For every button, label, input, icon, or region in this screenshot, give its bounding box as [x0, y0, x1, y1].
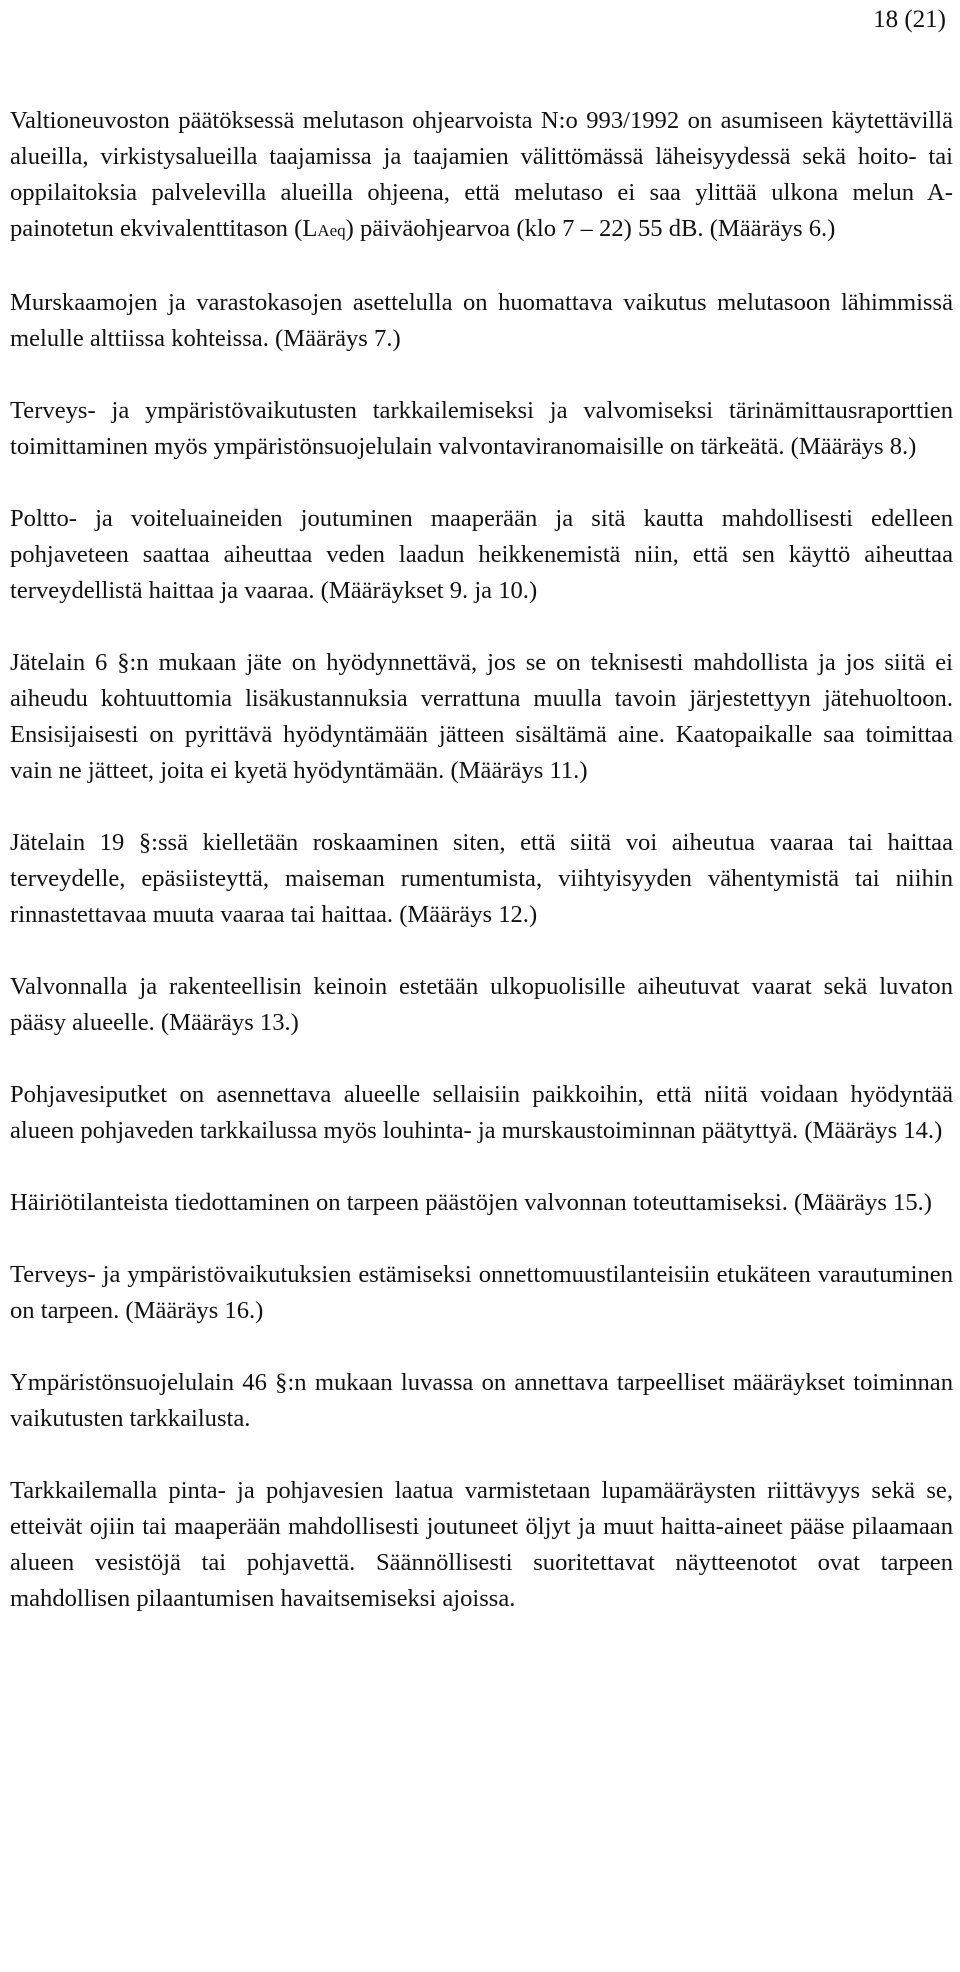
- paragraph-text-end: ) päiväohjearvoa (klo 7 – 22) 55 dB. (Määräys 6.): [345, 215, 836, 242]
- paragraph-accident-preparedness: Terveys- ja ympäristövaikutuksien estämiseksi onnettomuustilanteisiin etukäteen varautuminen on tarpeen. (Määräys 16.): [10, 1261, 953, 1324]
- paragraph-monitoring-requirements: Ympäristönsuojelulain 46 §:n mukaan luvassa on annettava tarpeelliset määräykset toiminnan vaikutusten tarkkailusta.: [10, 1369, 953, 1432]
- paragraph-incident-reporting: Häiriötilanteista tiedottaminen on tarpeen päästöjen valvonnan toteuttamiseksi. (Määräys 15.): [10, 1189, 932, 1216]
- paragraph-water-quality: Tarkkailemalla pinta- ja pohjavesien laatua varmistetaan lupamääräysten riittävyys sekä se, etteivät ojiin tai maaperään mahdollisesti joutuneet öljyt ja muut haitta-aineet pääse pilaamaan alueen vesistöjä tai pohjavettä. Säännöllisesti suoritettavat näytteenotot ovat tarpeen mahdollisen pilaantumisen havaitsemiseksi ajoissa.: [10, 1477, 953, 1612]
- paragraph-noise-guideline: [10, 103, 953, 249]
- paragraph-fuel-lubricants: Poltto- ja voiteluaineiden joutuminen maaperään ja sitä kautta mahdollisesti edelleen pohjaveteen saattaa aiheuttaa veden laadun heikkenemistä niin, että sen käyttö aiheuttaa terveydellistä haittaa ja vaaraa. (Määräykset 9. ja 10.): [10, 505, 953, 604]
- page-number: 18 (21): [873, 6, 946, 33]
- paragraph-groundwater-pipes: Pohjavesiputket on asennettava alueelle sellaisiin paikkoihin, että niitä voidaan hyödyntää alueen pohjaveden tarkkailussa myös louhinta- ja murskaustoiminnan päätyttyä. (Määräys 14.): [10, 1081, 953, 1144]
- paragraph-crusher-layout: Murskaamojen ja varastokasojen asettelulla on huomattava vaikutus melutasoon lähimmissä melulle alttiissa kohteissa. (Määräys 7.): [10, 289, 953, 352]
- paragraph-waste-utilisation: Jätelain 6 §:n mukaan jäte on hyödynnettävä, jos se on teknisesti mahdollista ja jos siitä ei aiheudu kohtuuttomia lisäkustannuksia verrattuna muulla tavoin järjestettyyn jätehuoltoon. Ensisijaisesti on pyrittävä hyödyntämään jätteen sisältämä aine. Kaatopaikalle saa toimittaa vain ne jätteet, joita ei kyetä hyödyntämään. (Määräys 11.): [10, 649, 953, 784]
- paragraph-text: Valtioneuvoston päätöksessä melutason ohjearvoista N:o 993/1992 on asumiseen käytettävillä alueilla, virkistysalueilla taajamissa ja taajamien välittömässä läheisyydessä sekä hoito- tai oppilaitoksia palvelevilla alueilla ohjeena, että melutaso ei saa ylittää ulkona melun A-painotetun ekvivalenttitason (L: [10, 107, 953, 242]
- document-body: [10, 103, 953, 1653]
- laeq-subscript: Aeq: [317, 221, 346, 240]
- paragraph-littering: Jätelain 19 §:ssä kielletään roskaaminen siten, että siitä voi aiheutua vaaraa tai haittaa terveydelle, epäsiisteyttä, maiseman rumentumista, viihtyisyyden vähentymistä tai niihin rinnastettavaa muuta vaaraa tai haittaa. (Määräys 12.): [10, 829, 953, 928]
- paragraph-vibration-reports: Terveys- ja ympäristövaikutusten tarkkailemiseksi ja valvomiseksi tärinämittausraporttien toimittaminen myös ympäristönsuojelulain valvontaviranomaisille on tärkeätä. (Määräys 8.): [10, 397, 953, 460]
- paragraph-site-access: Valvonnalla ja rakenteellisin keinoin estetään ulkopuolisille aiheutuvat vaarat sekä luvaton pääsy alueelle. (Määräys 13.): [10, 973, 953, 1036]
